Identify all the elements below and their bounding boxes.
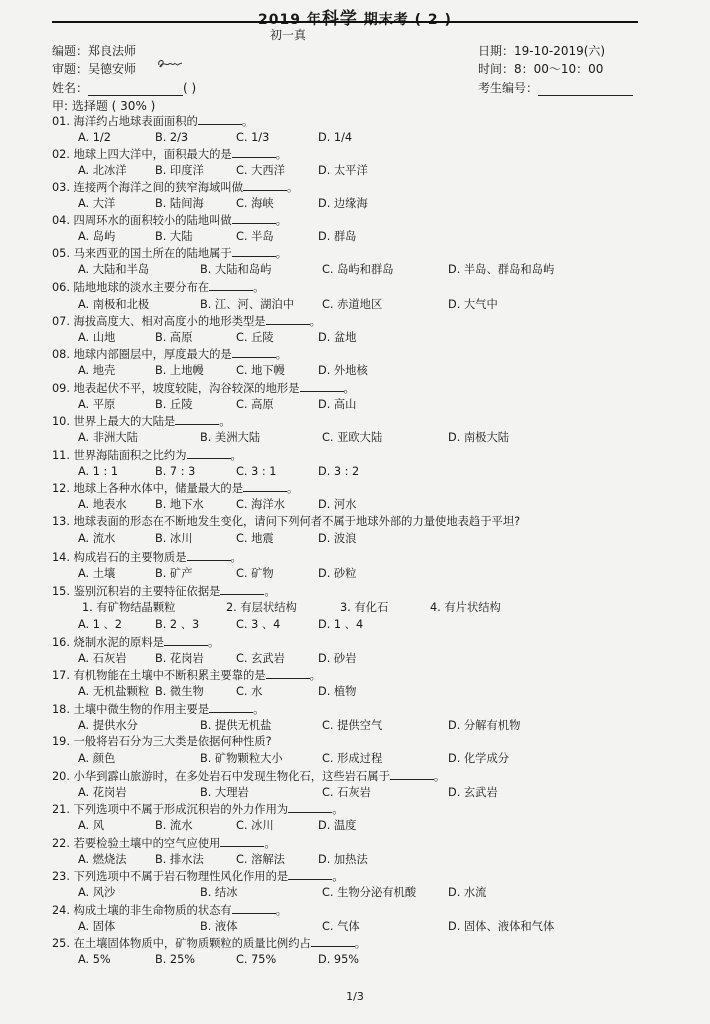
answer-option[interactable]: C. 提供空气 xyxy=(322,719,383,732)
question-stem xyxy=(52,380,355,396)
answer-option[interactable]: D. 加热法 xyxy=(318,853,368,866)
question-stem xyxy=(52,113,253,129)
question-tail: 。 xyxy=(332,803,344,816)
answer-option[interactable]: B. 2/3 xyxy=(155,131,189,144)
question-stem xyxy=(52,801,344,817)
question-tail: 。 xyxy=(275,247,288,260)
question-tail: 。 xyxy=(207,636,220,649)
name-label: 姓名： xyxy=(52,81,89,95)
answer-blank[interactable] xyxy=(266,667,310,679)
question-text: 06. 陆地地球的淡水主要分布在 xyxy=(52,281,210,294)
answer-option[interactable]: C. 大西洋 xyxy=(236,164,285,177)
question-tail: 。 xyxy=(343,382,355,395)
question-text: 21. 下列选项中不属于形成沉积岩的外力作用为 xyxy=(52,803,289,816)
answer-option[interactable]: A. 1 : 1 xyxy=(78,465,119,478)
title-year: 2019 年 xyxy=(258,12,322,28)
question-text: 15. 鉴别沉积岩的主要特征依据是 xyxy=(52,585,221,598)
answer-option[interactable]: 3. 有化石 xyxy=(340,601,389,614)
reviewer-signature xyxy=(155,57,187,71)
section-title: 甲: 选择题 ( 30% ) xyxy=(52,99,156,113)
answer-blank[interactable] xyxy=(390,768,434,780)
answer-option[interactable]: A. 5% xyxy=(78,953,111,966)
answer-option[interactable]: 2. 有层状结构 xyxy=(226,601,297,614)
answer-option[interactable]: A. 非洲大陆 xyxy=(78,431,138,444)
question-stem xyxy=(52,868,344,884)
question-stem xyxy=(52,768,445,784)
answer-option[interactable]: B. 液体 xyxy=(200,920,238,933)
answer-blank[interactable] xyxy=(232,245,276,257)
answer-option[interactable]: A. 提供水分 xyxy=(78,719,138,732)
answer-option[interactable]: B. 美洲大陆 xyxy=(200,431,261,444)
page-number: 1/3 xyxy=(346,990,364,1003)
answer-option[interactable]: D. 95% xyxy=(318,953,359,966)
question-text: 07. 海拔高度大、相对高度小的地形类型是 xyxy=(52,315,266,328)
answer-option[interactable]: C. 3 : 1 xyxy=(236,465,277,478)
reviewer-label: 审题：吴德安师 xyxy=(52,62,137,76)
question-stem xyxy=(52,212,287,228)
title-subject: 科学 xyxy=(321,9,358,29)
question-stem xyxy=(52,549,242,565)
answer-option[interactable]: A. 花岗岩 xyxy=(78,786,127,799)
answer-option[interactable]: B. 矿物颗粒大小 xyxy=(200,752,283,765)
answer-option[interactable]: A. 地表水 xyxy=(78,498,127,511)
class-name: 初一真 xyxy=(270,28,307,42)
question-text: 19. 一般将岩石分为三大类是依据何种性质? xyxy=(52,735,272,748)
answer-option[interactable]: D. 玄武岩 xyxy=(448,786,498,799)
answer-option[interactable]: C. 气体 xyxy=(322,920,360,933)
question-tail: 。 xyxy=(433,770,446,783)
question-stem xyxy=(52,179,298,195)
question-tail: 。 xyxy=(309,669,321,682)
answer-option[interactable]: B. 大陆 xyxy=(155,230,193,243)
answer-option[interactable]: B. 冰川 xyxy=(155,532,193,545)
answer-option[interactable]: C. 矿物 xyxy=(236,567,274,580)
answer-option[interactable]: D. 3 : 2 xyxy=(318,465,360,478)
exam-title xyxy=(0,4,710,29)
question-stem xyxy=(52,902,287,918)
answer-blank[interactable] xyxy=(311,935,355,947)
question-text: 02. 地球上四大洋中，面积最大的是 xyxy=(52,148,232,161)
answer-option[interactable]: 1. 有矿物结晶颗粒 xyxy=(82,601,176,614)
answer-option[interactable]: D. 砂岩 xyxy=(318,652,357,665)
question-text: 04. 四周环水的面积较小的陆地叫做 xyxy=(52,214,232,227)
answer-blank[interactable] xyxy=(232,346,276,358)
question-tail: 。 xyxy=(332,870,344,883)
answer-option[interactable]: D. 分解有机物 xyxy=(448,719,521,732)
question-tail: 。 xyxy=(287,181,299,194)
answer-option[interactable]: D. 固体、液体和气体 xyxy=(448,920,555,933)
answer-option[interactable]: B. 大陆和岛屿 xyxy=(200,263,272,276)
answer-blank[interactable] xyxy=(187,447,231,459)
answer-option[interactable]: B. 25% xyxy=(155,953,196,966)
question-tail: 。 xyxy=(275,214,288,227)
question-stem xyxy=(52,634,219,650)
answer-blank[interactable] xyxy=(288,801,332,813)
answer-option[interactable]: D. 盆地 xyxy=(318,331,357,344)
answer-blank[interactable] xyxy=(243,480,287,492)
answer-option[interactable]: A. 北冰洋 xyxy=(78,164,127,177)
answer-option[interactable]: B. 矿产 xyxy=(155,567,193,580)
answer-option[interactable]: A. 流水 xyxy=(78,532,116,545)
question-text: 01. 海洋约占地球表面面积的 xyxy=(52,115,198,128)
answer-blank[interactable] xyxy=(175,413,219,425)
answer-option[interactable]: C. 岛屿和群岛 xyxy=(322,263,394,276)
answer-option[interactable]: A. 固体 xyxy=(78,920,116,933)
answer-blank[interactable] xyxy=(232,212,276,224)
answer-option[interactable]: D. 南极大陆 xyxy=(448,431,510,444)
answer-option[interactable]: C. 75% xyxy=(236,953,277,966)
answer-option[interactable]: B. 江、河、湖泊中 xyxy=(200,298,295,311)
answer-option[interactable]: D. 外地核 xyxy=(318,364,368,377)
answer-option[interactable]: C. 石灰岩 xyxy=(322,786,371,799)
answer-option[interactable]: A. 平原 xyxy=(78,398,116,411)
question-tail: 。 xyxy=(230,449,242,462)
question-tail: 。 xyxy=(354,937,367,950)
answer-option[interactable]: C. 海峡 xyxy=(236,197,274,210)
answer-option[interactable]: A. 颜色 xyxy=(78,752,116,765)
question-stem xyxy=(52,245,287,261)
question-tail: 。 xyxy=(219,415,231,428)
answer-option[interactable]: A. 石灰岩 xyxy=(78,652,127,665)
question-stem xyxy=(52,413,231,429)
question-stem xyxy=(52,701,264,717)
question-stem xyxy=(52,146,287,162)
answer-option[interactable]: A. 山地 xyxy=(78,331,116,344)
author-label: 编题：郑良法师 xyxy=(52,44,137,58)
answer-blank[interactable] xyxy=(187,549,231,561)
question-text: 09. 地表起伏不平，坡度较陡，沟谷较深的地形是 xyxy=(52,382,300,395)
answer-blank[interactable] xyxy=(232,902,276,914)
question-stem xyxy=(52,734,272,749)
answer-blank[interactable] xyxy=(209,701,253,713)
answer-blank[interactable] xyxy=(209,279,253,291)
question-stem xyxy=(52,514,520,529)
answer-option[interactable]: B. 地下水 xyxy=(155,498,204,511)
question-text: 23. 下列选项中不属于岩石物理性风化作用的是 xyxy=(52,870,289,883)
student-no-blank[interactable] xyxy=(538,83,633,96)
question-stem xyxy=(52,583,276,599)
answer-option[interactable]: C. 亚欧大陆 xyxy=(322,431,383,444)
answer-option[interactable]: B. 排水法 xyxy=(155,853,204,866)
answer-option[interactable]: C. 生物分泌有机酸 xyxy=(322,886,417,899)
question-text: 22. 若要检验土壤中的空气应使用 xyxy=(52,837,221,850)
answer-option[interactable]: 4. 有片状结构 xyxy=(430,601,501,614)
answer-option[interactable]: C. 丘陵 xyxy=(236,331,274,344)
question-tail: 。 xyxy=(309,315,321,328)
answer-option[interactable]: D. 边缘海 xyxy=(318,197,368,210)
answer-blank[interactable] xyxy=(220,583,264,595)
question-stem xyxy=(52,346,287,362)
answer-option[interactable]: A. 岛屿 xyxy=(78,230,116,243)
question-stem xyxy=(52,835,276,851)
answer-option[interactable]: A. 地壳 xyxy=(78,364,116,377)
student-no-label: 考生编号： xyxy=(478,81,539,95)
question-tail: 。 xyxy=(275,904,288,917)
question-text: 14. 构成岩石的主要物质是 xyxy=(52,551,187,564)
question-text: 05. 马来西亚的国土所在的陆地属于 xyxy=(52,247,232,260)
question-stem xyxy=(52,480,298,496)
answer-option[interactable]: B. 提供无机盐 xyxy=(200,719,272,732)
answer-option[interactable]: C. 玄武岩 xyxy=(236,652,285,665)
answer-option[interactable]: A. 1 、2 xyxy=(78,618,122,631)
answer-option[interactable]: C. 3 、4 xyxy=(236,618,281,631)
question-tail: 。 xyxy=(275,348,288,361)
answer-option[interactable]: D. 太平洋 xyxy=(318,164,368,177)
answer-option[interactable]: B. 微生物 xyxy=(155,685,204,698)
answer-option[interactable]: C. 水 xyxy=(236,685,263,698)
answer-option[interactable]: D. 河水 xyxy=(318,498,357,511)
answer-option[interactable]: D. 大气中 xyxy=(448,298,498,311)
answer-option[interactable]: C. 形成过程 xyxy=(322,752,383,765)
answer-option[interactable]: C. 半岛 xyxy=(236,230,274,243)
question-tail: 。 xyxy=(241,115,254,128)
answer-option[interactable]: D. 砂粒 xyxy=(318,567,357,580)
title-suffix: 期末考 ( 2 ) xyxy=(363,12,452,28)
question-text: 03. 连接两个海洋之间的狭窄海域叫做 xyxy=(52,181,244,194)
question-text: 17. 有机物能在土壤中不断积累主要靠的是 xyxy=(52,669,266,682)
question-stem xyxy=(52,447,242,463)
question-stem xyxy=(52,667,321,683)
answer-option[interactable]: C. 地震 xyxy=(236,532,274,545)
question-text: 20. 小华到霹山旅游时，在多处岩石中发现生物化石，这些岩石属于 xyxy=(52,770,390,783)
time-label: 时间：8：00～10：00 xyxy=(478,62,604,76)
question-tail: 。 xyxy=(264,585,276,598)
answer-option[interactable]: C. 1/3 xyxy=(236,131,270,144)
answer-option[interactable]: D. 温度 xyxy=(318,819,357,832)
answer-option[interactable]: D. 植物 xyxy=(318,685,357,698)
question-stem xyxy=(52,279,264,295)
answer-option[interactable]: B. 流水 xyxy=(155,819,193,832)
question-text: 24. 构成土壤的非生命物质的状态有 xyxy=(52,904,232,917)
answer-blank[interactable] xyxy=(164,634,208,646)
name-class-paren: ( ) xyxy=(183,81,197,95)
answer-option[interactable]: D. 波浪 xyxy=(318,532,357,545)
answer-option[interactable]: B. 结冰 xyxy=(200,886,238,899)
answer-option[interactable]: A. 南极和北极 xyxy=(78,298,150,311)
answer-option[interactable]: C. 赤道地区 xyxy=(322,298,383,311)
answer-option[interactable]: D. 1 、4 xyxy=(318,618,364,631)
question-tail: 。 xyxy=(275,148,288,161)
question-text: 16. 烧制水泥的原料是 xyxy=(52,636,164,649)
answer-blank[interactable] xyxy=(220,835,264,847)
question-tail: 。 xyxy=(253,281,265,294)
answer-blank[interactable] xyxy=(198,113,242,125)
answer-option[interactable]: A. 无机盐颗粒 xyxy=(78,685,150,698)
answer-option[interactable]: A. 燃烧法 xyxy=(78,853,127,866)
question-text: 10. 世界上最大的大陆是 xyxy=(52,415,176,428)
answer-option[interactable]: D. 化学成分 xyxy=(448,752,510,765)
answer-blank[interactable] xyxy=(232,146,276,158)
question-text: 11. 世界海陆面积之比约为 xyxy=(52,449,187,462)
question-text: 25. 在土壤固体物质中，矿物质颗粒的质量比例约占 xyxy=(52,937,311,950)
answer-option[interactable]: B. 上地幔 xyxy=(155,364,204,377)
question-text: 18. 土壤中微生物的作用主要是 xyxy=(52,703,210,716)
answer-blank[interactable] xyxy=(288,868,332,880)
answer-option[interactable]: A. 风沙 xyxy=(78,886,116,899)
answer-option[interactable]: B. 2 、3 xyxy=(155,618,200,631)
answer-option[interactable]: A. 大洋 xyxy=(78,197,116,210)
answer-option[interactable]: A. 土壤 xyxy=(78,567,116,580)
answer-option[interactable]: C. 高原 xyxy=(236,398,274,411)
answer-option[interactable]: B. 印度洋 xyxy=(155,164,204,177)
answer-option[interactable]: C. 海洋水 xyxy=(236,498,285,511)
answer-option[interactable]: D. 群岛 xyxy=(318,230,357,243)
answer-option[interactable]: B. 7 : 3 xyxy=(155,465,196,478)
name-blank[interactable] xyxy=(88,83,183,96)
question-text: 12. 地球上各种水体中，储量最大的是 xyxy=(52,482,244,495)
title-rule xyxy=(52,21,638,23)
answer-option[interactable]: D. 高山 xyxy=(318,398,357,411)
answer-blank[interactable] xyxy=(243,179,287,191)
date-label: 日期：19-10-2019(六) xyxy=(478,44,606,58)
question-text: 08. 地球内部圈层中，厚度最大的是 xyxy=(52,348,232,361)
answer-blank[interactable] xyxy=(300,380,344,392)
answer-option[interactable]: C. 溶解法 xyxy=(236,853,285,866)
answer-blank[interactable] xyxy=(266,313,310,325)
question-tail: 。 xyxy=(253,703,265,716)
answer-option[interactable]: C. 地下幔 xyxy=(236,364,285,377)
question-tail: 。 xyxy=(264,837,276,850)
answer-option[interactable]: A. 1/2 xyxy=(78,131,111,144)
answer-option[interactable]: B. 陆间海 xyxy=(155,197,204,210)
question-stem xyxy=(52,313,321,329)
question-tail: 。 xyxy=(230,551,242,564)
answer-option[interactable]: D. 半岛、群岛和岛屿 xyxy=(448,263,555,276)
question-text: 13. 地球表面的形态在不断地发生变化，请问下列何者不属于地球外部的力量使地表趋于平坦? xyxy=(52,515,521,528)
name-field[interactable] xyxy=(52,79,196,96)
question-tail: 。 xyxy=(287,482,299,495)
answer-option[interactable]: B. 丘陵 xyxy=(155,398,193,411)
question-stem xyxy=(52,935,366,951)
answer-option[interactable]: B. 高原 xyxy=(155,331,193,344)
answer-option[interactable]: B. 花岗岩 xyxy=(155,652,204,665)
answer-option[interactable]: B. 大理岩 xyxy=(200,786,249,799)
student-no-field[interactable] xyxy=(478,79,633,96)
answer-option[interactable]: A. 大陆和半岛 xyxy=(78,263,150,276)
answer-option[interactable]: D. 1/4 xyxy=(318,131,353,144)
answer-option[interactable]: A. 风 xyxy=(78,819,105,832)
answer-option[interactable]: D. 水流 xyxy=(448,886,487,899)
answer-option[interactable]: C. 冰川 xyxy=(236,819,274,832)
